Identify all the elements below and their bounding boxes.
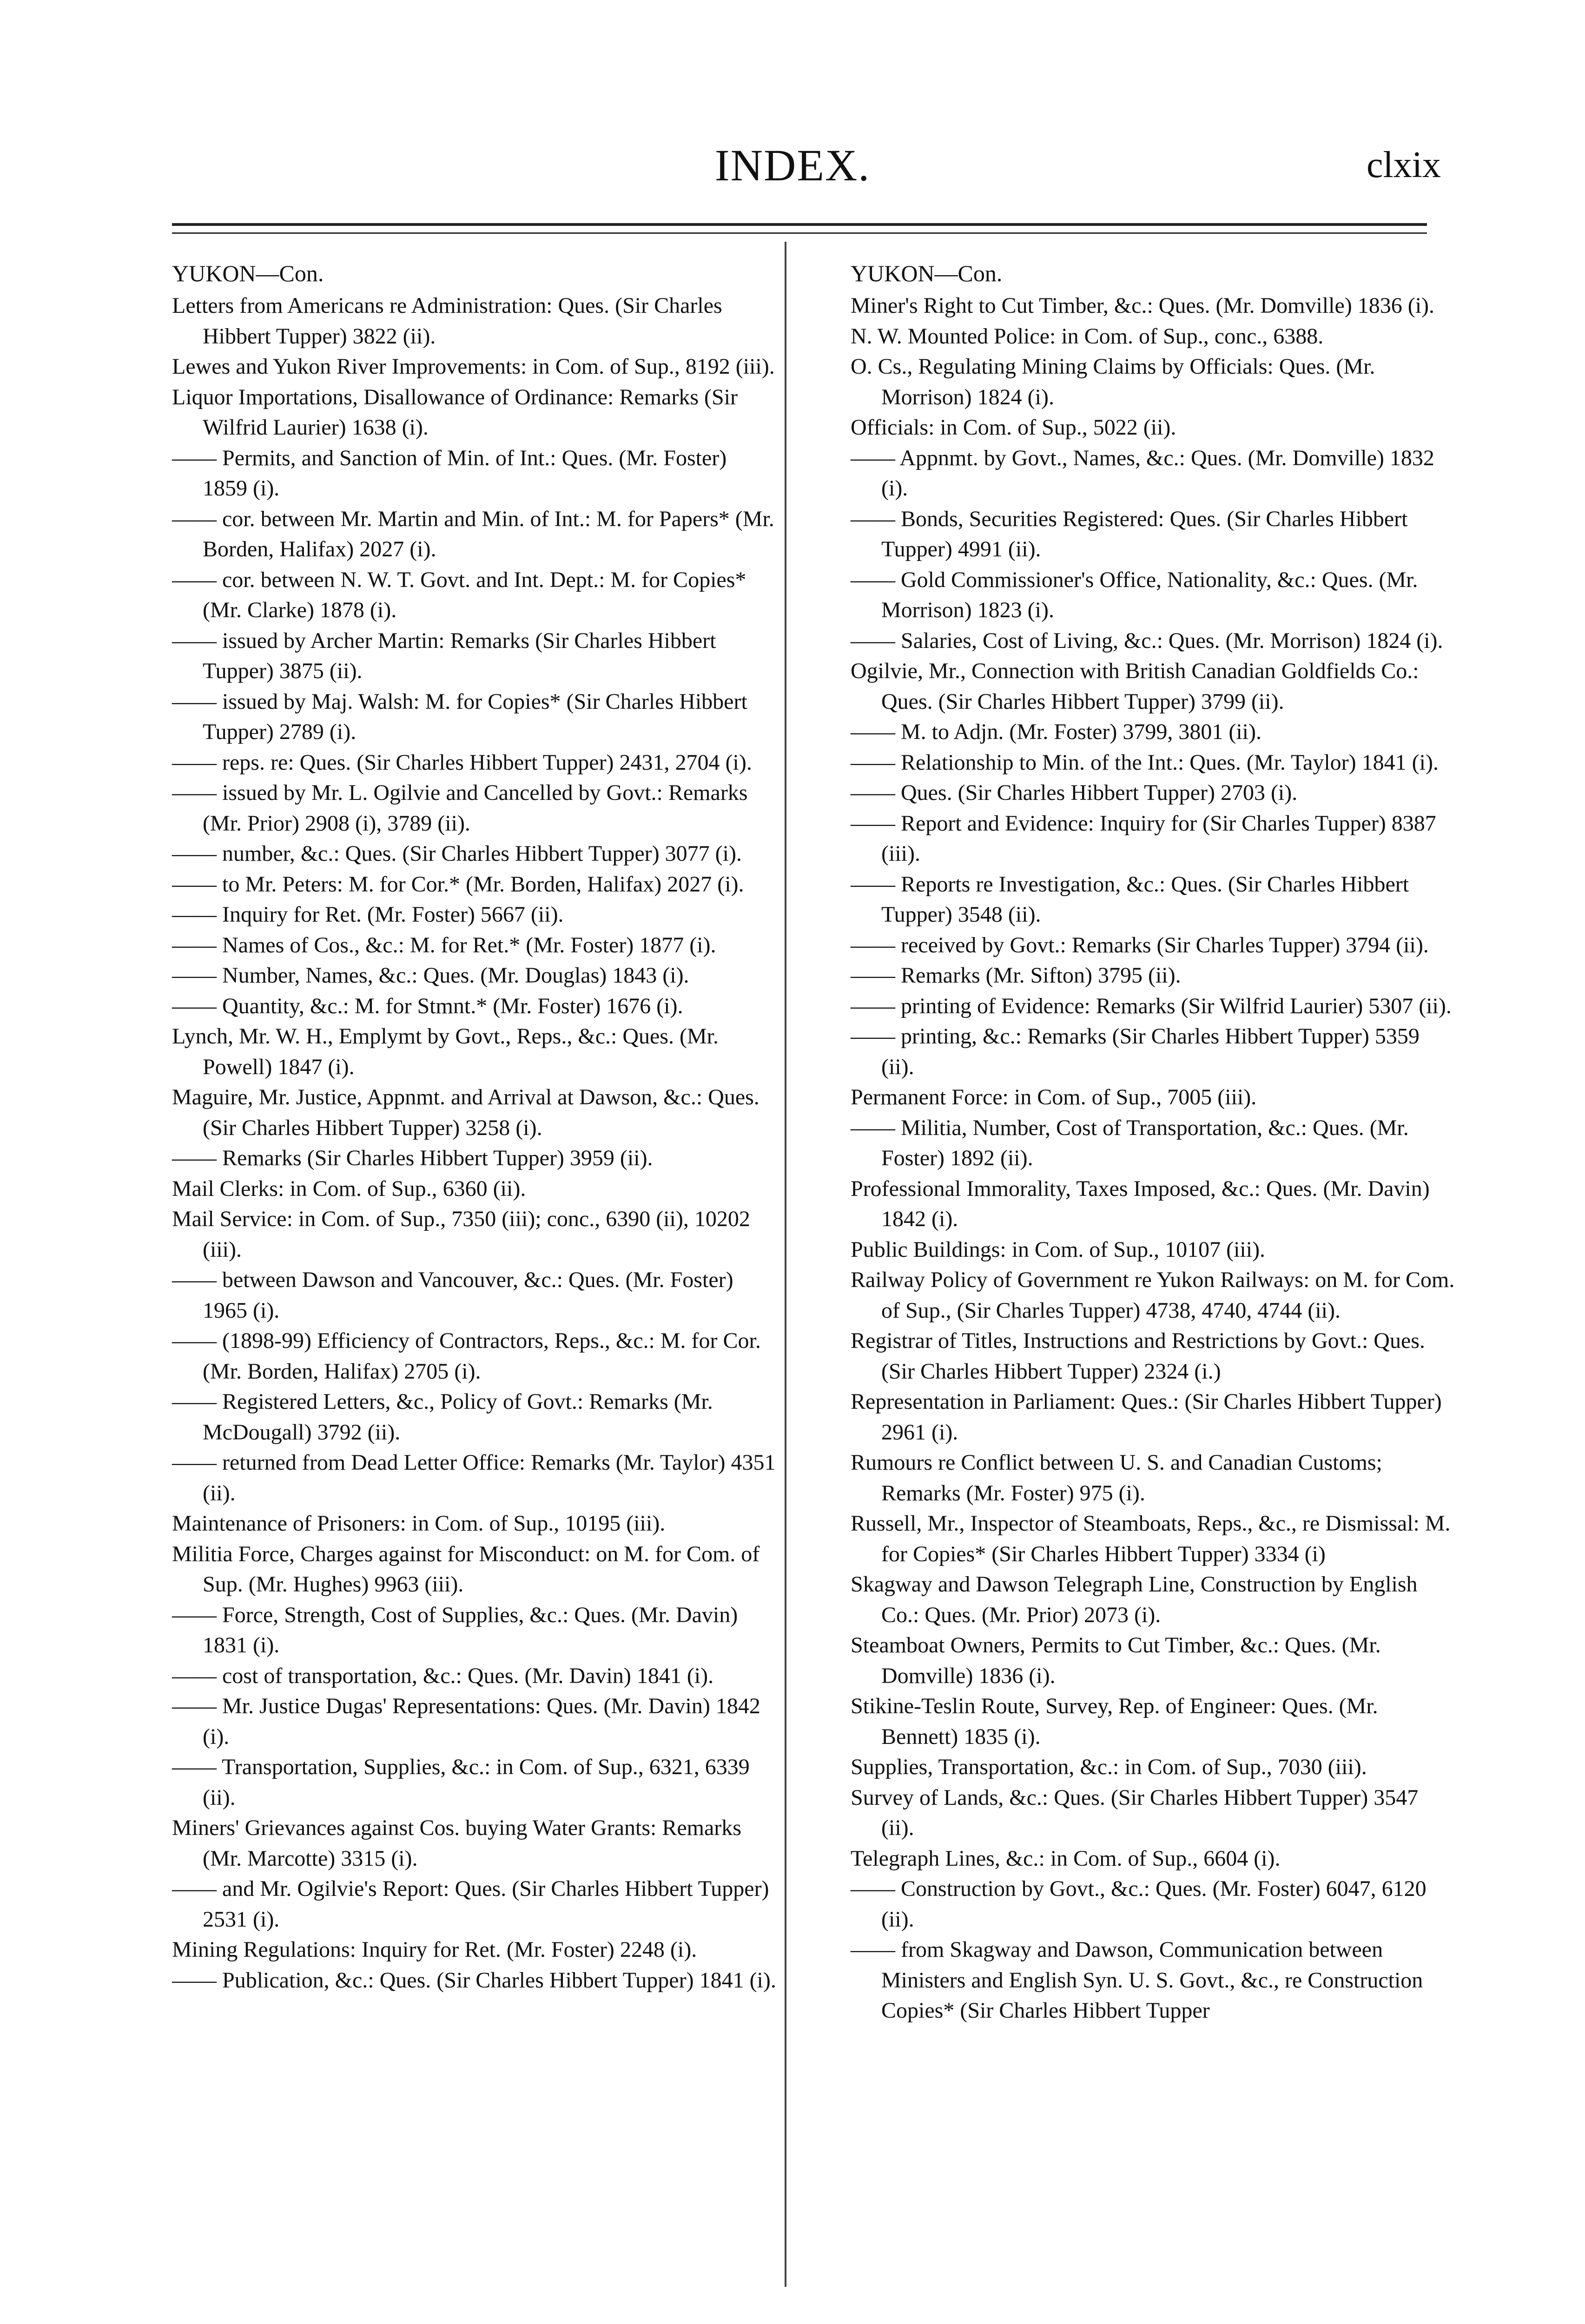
page-number: clxix xyxy=(1367,145,1441,185)
index-entry: —— Permits, and Sanction of Min. of Int.: Ques. (Mr. Foster) 1859 (i). xyxy=(172,445,727,501)
index-entry: O. Cs., Regulating Mining Claims by Officials: Ques. (Mr. Morrison) 1824 (i). xyxy=(851,354,1375,409)
index-entry: —— Gold Commissioner's Office, Nationality, &c.: Ques. (Mr. Morrison) 1823 (i). xyxy=(851,567,1418,622)
index-entry: —— Transportation, Supplies, &c.: in Com. of Sup., 6321, 6339 (ii). xyxy=(172,1755,750,1810)
index-entry: Registrar of Titles, Instructions and Restrictions by Govt.: Ques. (Sir Charles Hibbert Tupper) 2324 (i.) xyxy=(851,1328,1425,1384)
index-entry: —— returned from Dead Letter Office: Remarks (Mr. Taylor) 4351 (ii). xyxy=(172,1450,776,1505)
index-entry: —— M. to Adjn. (Mr. Foster) 3799, 3801 (ii). xyxy=(851,720,1261,744)
index-entry: —— Salaries, Cost of Living, &c.: Ques. (Mr. Morrison) 1824 (i). xyxy=(851,628,1443,653)
page-title: INDEX. xyxy=(714,140,871,190)
index-entry: —— issued by Mr. L. Ogilvie and Cancelled by Govt.: Remarks (Mr. Prior) 2908 (i), 3789 (ii). xyxy=(172,780,748,836)
entry-list xyxy=(172,290,776,1995)
index-entry: —— issued by Maj. Walsh: M. for Copies* (Sir Charles Hibbert Tupper) 2789 (i). xyxy=(172,689,747,744)
index-entry: Officials: in Com. of Sup., 5022 (ii). xyxy=(851,415,1176,440)
index-entry: Telegraph Lines, &c.: in Com. of Sup., 6604 (i). xyxy=(851,1846,1281,1871)
index-entry: —— Remarks (Mr. Sifton) 3795 (ii). xyxy=(851,963,1181,988)
right-column xyxy=(851,258,1455,2026)
index-entry: —— Force, Strength, Cost of Supplies, &c.: Ques. (Mr. Davin) 1831 (i). xyxy=(172,1602,738,1657)
index-entry: Mail Clerks: in Com. of Sup., 6360 (ii). xyxy=(172,1176,526,1201)
index-entry: —— to Mr. Peters: M. for Cor.* (Mr. Borden, Halifax) 2027 (i). xyxy=(172,872,744,897)
index-entry: —— between Dawson and Vancouver, &c.: Ques. (Mr. Foster) 1965 (i). xyxy=(172,1268,733,1323)
index-entry: —— Mr. Justice Dugas' Representations: Ques. (Mr. Davin) 1842 (i). xyxy=(172,1694,760,1749)
index-entry: Public Buildings: in Com. of Sup., 10107 (iii). xyxy=(851,1237,1266,1262)
column-divider xyxy=(785,242,786,2287)
index-entry: Liquor Importations, Disallowance of Ordinance: Remarks (Sir Wilfrid Laurier) 1638 (i). xyxy=(172,384,738,440)
index-entry: Professional Immorality, Taxes Imposed, &c.: Ques. (Mr. Davin) 1842 (i). xyxy=(851,1176,1430,1231)
left-column xyxy=(172,258,776,1995)
index-entry: Miners' Grievances against Cos. buying Water Grants: Remarks (Mr. Marcotte) 3315 (i). xyxy=(172,1816,741,1871)
index-entry: Permanent Force: in Com. of Sup., 7005 (iii). xyxy=(851,1085,1257,1109)
index-entry: Russell, Mr., Inspector of Steamboats, Reps., &c., re Dismissal: M. for Copies* (Sir Charles Hibbert Tupper) 3334 (i) xyxy=(851,1511,1451,1566)
index-entry: Miner's Right to Cut Timber, &c.: Ques. (Mr. Domville) 1836 (i). xyxy=(851,293,1435,318)
index-entry: Steamboat Owners, Permits to Cut Timber, &c.: Ques. (Mr. Domville) 1836 (i). xyxy=(851,1633,1381,1688)
index-entry: —— Appnmt. by Govt., Names, &c.: Ques. (Mr. Domville) 1832 (i). xyxy=(851,445,1434,501)
index-entry: —— received by Govt.: Remarks (Sir Charles Tupper) 3794 (ii). xyxy=(851,932,1429,957)
index-entry: —— printing of Evidence: Remarks (Sir Wilfrid Laurier) 5307 (ii). xyxy=(851,993,1452,1018)
index-entry: —— issued by Archer Martin: Remarks (Sir Charles Hibbert Tupper) 3875 (ii). xyxy=(172,628,716,683)
index-entry: —— Remarks (Sir Charles Hibbert Tupper) 3959 (ii). xyxy=(172,1146,653,1170)
index-entry: —— Reports re Investigation, &c.: Ques. (Sir Charles Hibbert Tupper) 3548 (ii). xyxy=(851,872,1409,927)
index-entry: Survey of Lands, &c.: Ques. (Sir Charles Hibbert Tupper) 3547 (ii). xyxy=(851,1785,1419,1840)
index-entry: Letters from Americans re Administration: Ques. (Sir Charles Hibbert Tupper) 3822 (ii). xyxy=(172,293,722,349)
index-entry: —— Names of Cos., &c.: M. for Ret.* (Mr. Foster) 1877 (i). xyxy=(172,932,716,957)
index-entry: —— from Skagway and Dawson, Communication between Ministers and English Syn. U. S. Govt., &c., re Construction Copies* (Sir Charles Hibbert Tupper xyxy=(851,1937,1423,2023)
index-entry: —— Militia, Number, Cost of Transportation, &c.: Ques. (Mr. Foster) 1892 (ii). xyxy=(851,1115,1409,1170)
entry-list xyxy=(851,290,1455,2026)
index-entry: Supplies, Transportation, &c.: in Com. of Sup., 7030 (iii). xyxy=(851,1755,1367,1779)
index-entry: —— Inquiry for Ret. (Mr. Foster) 5667 (ii). xyxy=(172,902,564,927)
index-entry: —— Report and Evidence: Inquiry for (Sir Charles Tupper) 8387 (iii). xyxy=(851,811,1436,866)
index-entry: N. W. Mounted Police: in Com. of Sup., conc., 6388. xyxy=(851,324,1324,349)
index-entry: —— cor. between Mr. Martin and Min. of Int.: M. for Papers* (Mr. Borden, Halifax) 2027 (i). xyxy=(172,506,774,561)
index-entry: Skagway and Dawson Telegraph Line, Construction by English Co.: Ques. (Mr. Prior) 2073 (i). xyxy=(851,1572,1418,1627)
index-entry: —— Quantity, &c.: M. for Stmnt.* (Mr. Foster) 1676 (i). xyxy=(172,993,683,1018)
index-entry: —— Number, Names, &c.: Ques. (Mr. Douglas) 1843 (i). xyxy=(172,963,689,988)
index-entry: —— cost of transportation, &c.: Ques. (Mr. Davin) 1841 (i). xyxy=(172,1663,714,1688)
index-entry: —— Bonds, Securities Registered: Ques. (Sir Charles Hibbert Tupper) 4991 (ii). xyxy=(851,506,1408,561)
index-entry: Railway Policy of Government re Yukon Railways: on M. for Com. of Sup., (Sir Charles Tupper) 4738, 4740, 4744 (ii). xyxy=(851,1268,1455,1323)
index-entry: Representation in Parliament: Ques.: (Sir Charles Hibbert Tupper) 2961 (i). xyxy=(851,1389,1442,1445)
index-entry: —— (1898-99) Efficiency of Contractors, Reps., &c.: M. for Cor. (Mr. Borden, Halifax) 2705 (i). xyxy=(172,1328,761,1384)
index-entry: Mining Regulations: Inquiry for Ret. (Mr. Foster) 2248 (i). xyxy=(172,1937,697,1962)
index-entry: Lewes and Yukon River Improvements: in Com. of Sup., 8192 (iii). xyxy=(172,354,775,379)
index-entry: —— number, &c.: Ques. (Sir Charles Hibbert Tupper) 3077 (i). xyxy=(172,841,742,866)
index-entry: Rumours re Conflict between U. S. and Canadian Customs; Remarks (Mr. Foster) 975 (i). xyxy=(851,1450,1382,1505)
index-entry: —— Construction by Govt., &c.: Ques. (Mr. Foster) 6047, 6120 (ii). xyxy=(851,1876,1426,1932)
index-entry: Stikine-Teslin Route, Survey, Rep. of Engineer: Ques. (Mr. Bennett) 1835 (i). xyxy=(851,1694,1378,1749)
index-entry: —— Ques. (Sir Charles Hibbert Tupper) 2703 (i). xyxy=(851,780,1298,805)
index-entry: —— Relationship to Min. of the Int.: Ques. (Mr. Taylor) 1841 (i). xyxy=(851,750,1439,775)
index-entry: —— reps. re: Ques. (Sir Charles Hibbert Tupper) 2431, 2704 (i). xyxy=(172,750,752,775)
index-entry: —— printing, &c.: Remarks (Sir Charles Hibbert Tupper) 5359 (ii). xyxy=(851,1024,1420,1079)
header-rule xyxy=(172,223,1427,226)
index-entry: —— Registered Letters, &c., Policy of Govt.: Remarks (Mr. McDougall) 3792 (ii). xyxy=(172,1389,713,1445)
index-entry: Lynch, Mr. W. H., Emplymt by Govt., Reps., &c.: Ques. (Mr. Powell) 1847 (i). xyxy=(172,1024,719,1079)
index-entry: Ogilvie, Mr., Connection with British Canadian Goldfields Co.: Ques. (Sir Charles Hibbert Tupper) 3799 (ii). xyxy=(851,659,1419,714)
column-heading: YUKON—Con. xyxy=(172,260,324,286)
index-entry: —— Publication, &c.: Ques. (Sir Charles Hibbert Tupper) 1841 (i). xyxy=(172,1967,776,1993)
index-entry: Maintenance of Prisoners: in Com. of Sup., 10195 (iii). xyxy=(172,1511,666,1536)
index-entry: Militia Force, Charges against for Misconduct: on M. for Com. of Sup. (Mr. Hughes) 9963 (iii). xyxy=(172,1541,760,1597)
index-entry: Mail Service: in Com. of Sup., 7350 (iii); conc., 6390 (ii), 10202 (iii). xyxy=(172,1207,750,1262)
header-rule-thin xyxy=(172,232,1427,234)
column-heading: YUKON—Con. xyxy=(851,260,1003,286)
index-entry: —— cor. between N. W. T. Govt. and Int. Dept.: M. for Copies* (Mr. Clarke) 1878 (i). xyxy=(172,567,746,622)
index-entry: —— and Mr. Ogilvie's Report: Ques. (Sir Charles Hibbert Tupper) 2531 (i). xyxy=(172,1876,769,1932)
index-entry: Maguire, Mr. Justice, Appnmt. and Arrival at Dawson, &c.: Ques. (Sir Charles Hibbert Tupper) 3258 (i). xyxy=(172,1085,759,1140)
